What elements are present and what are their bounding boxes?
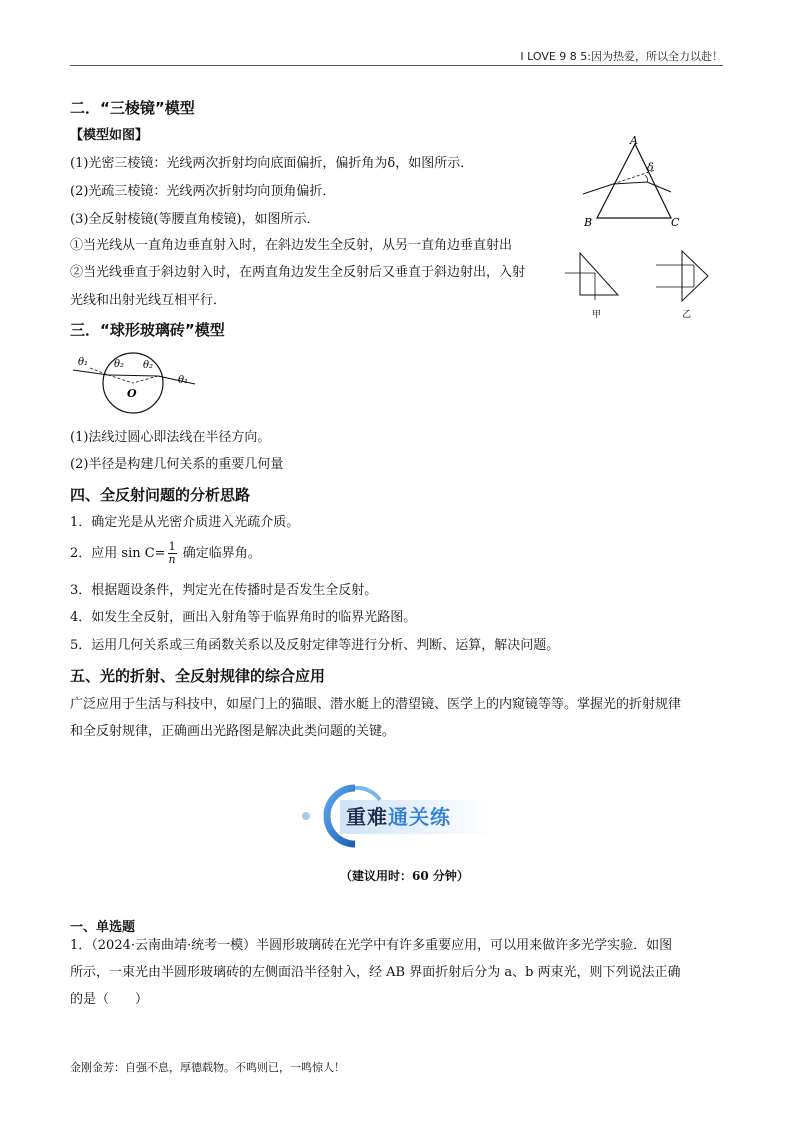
theta2-right-label: θ₂	[143, 360, 154, 371]
sec4-item-3: 3．根据题设条件，判定光在传播时是否发生全反射。	[70, 583, 378, 598]
sec2-line-3: (3)全反射棱镜(等腰直角棱镜)，如图所示．	[70, 212, 320, 227]
figure-yi-label: 乙	[682, 310, 692, 320]
section-3-title: 三．“球形玻璃砖”模型	[70, 321, 225, 339]
total-reflection-prisms-diagram	[560, 245, 720, 325]
page-header-text: I LOVE 9 8 5:因为热爱，所以全力以赴！	[520, 50, 723, 63]
theta1-out-label: θ₁	[178, 375, 189, 386]
figure-jia-label: 甲	[592, 310, 602, 320]
header-divider	[70, 65, 723, 66]
sec2-line-2: (2)光疏三棱镜：光线两次折射均向顶角偏折．	[70, 184, 336, 199]
page-footer-text: 金刚金芳：自强不息，厚德载物。不鸣则已，一鸣惊人！	[70, 1061, 345, 1074]
sec3-line-1: (1)法线过圆心即法线在半径方向。	[70, 430, 271, 445]
single-choice-section-title: 一、单选题	[70, 920, 136, 935]
suggested-time: （建议用时：60 分钟）	[340, 869, 469, 883]
theta2-left-label: θ₂	[114, 359, 125, 370]
practice-banner-title	[346, 801, 451, 830]
question-1-line-1: 1．（2024·云南曲靖·统考一模）半圆形玻璃砖在光学中有许多重要应用，可以用来做许多光学实验．如图	[70, 938, 673, 953]
prism-diagram	[575, 132, 695, 232]
sec2-line-6: 光线和出射光线互相平行．	[70, 293, 227, 308]
sec2-line-1: (1)光密三棱镜：光线两次折射均向底面偏折，偏折角为δ，如图所示．	[70, 156, 474, 171]
sec3-line-2: (2)半径是构建几何关系的重要几何量	[70, 457, 284, 472]
vertex-b-label: B	[584, 216, 593, 229]
sec4-item-2	[70, 541, 261, 566]
sec5-line-2: 和全反射规律，正确画出光路图是解决此类问题的关键。	[70, 724, 396, 739]
fraction-numerator: 1	[168, 540, 176, 553]
deviation-angle-label: δ	[647, 161, 654, 174]
one-over-n-fraction	[168, 541, 177, 566]
sec2-line-4: ①当光线从一直角边垂直射入时，在斜边发生全反射，从另一直角边垂直射出	[70, 238, 513, 253]
sec5-line-1: 广泛应用于生活与科技中，如屋门上的猫眼、潜水艇上的潜望镜、医学上的内窥镜等等。掌握光的折射规律	[70, 697, 682, 712]
section-4-title: 四、全反射问题的分析思路	[70, 486, 251, 504]
fraction-denominator: n	[168, 553, 176, 566]
glass-sphere-diagram	[70, 350, 205, 420]
sec4-item-1: 1．确定光是从光密介质进入光疏介质。	[70, 515, 300, 530]
theta1-in-label: θ₁	[78, 357, 89, 368]
banner-title-part1: 重难	[346, 805, 388, 829]
sec2-line-5: ②当光线垂直于斜边射入时，在两直角边发生全反射后又垂直于斜边射出，入射	[70, 265, 526, 280]
banner-title-part2: 通关练	[388, 805, 451, 829]
vertex-c-label: C	[671, 216, 680, 229]
question-1-line-2: 所示，一束光由半圆形玻璃砖的左侧面沿半径射入，经 AB 界面折射后分为 a、b 两束光，则下列说法正确	[70, 965, 681, 980]
question-1-line-3: 的是（ ）	[70, 992, 149, 1007]
sec4-item-2-suffix: 确定临界角。	[182, 546, 261, 561]
section-2-title: 二．“三棱镜”模型	[70, 99, 195, 117]
sec4-item-5: 5．运用几何关系或三角函数关系以及反射定律等进行分析、判断、运算，解决问题。	[70, 638, 560, 653]
section-5-title: 五、光的折射、全反射规律的综合应用	[70, 667, 326, 685]
sec4-item-2-prefix: 2．应用 sin C=	[70, 546, 166, 561]
vertex-a-label: A	[630, 134, 638, 147]
center-o-label: O	[127, 387, 137, 400]
model-figure-label: 【模型如图】	[70, 128, 149, 143]
sec4-item-4: 4．如发生全反射，画出入射角等于临界角时的临界光路图。	[70, 610, 417, 625]
